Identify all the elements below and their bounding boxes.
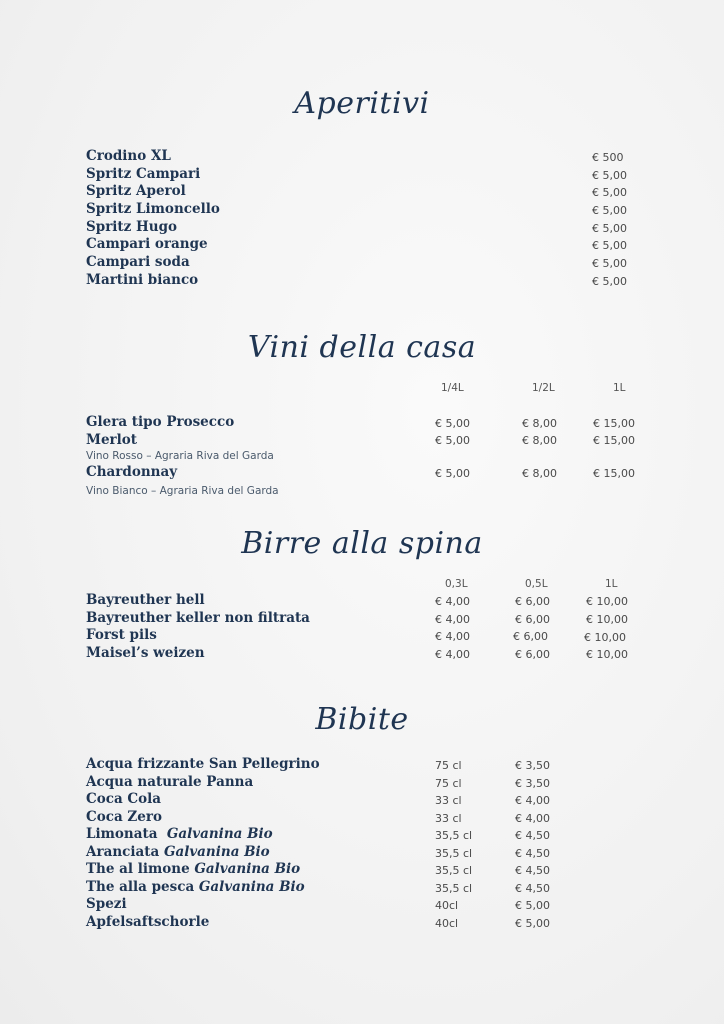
- menu-item-name: Spritz Aperol: [86, 183, 186, 199]
- menu-item-price: € 6,00: [515, 595, 550, 608]
- column-header: 1/2L: [532, 382, 555, 394]
- menu-item-price: € 4,00: [435, 613, 470, 626]
- menu-item-price: € 4,00: [515, 812, 550, 825]
- menu-item-name: Spezi: [86, 896, 127, 912]
- section-title-aperitivi: Aperitivi: [294, 86, 430, 121]
- column-header: 1L: [605, 578, 618, 590]
- menu-item-name: Spritz Campari: [86, 166, 201, 182]
- menu-item-price: € 5,00: [592, 186, 627, 199]
- menu-item-name: The alla pesca Galvanina Bio: [86, 879, 305, 895]
- menu-item-price: € 8,00: [522, 467, 557, 480]
- menu-item-name: Apfelsaftschorle: [86, 914, 210, 930]
- menu-item-price: € 5,00: [592, 204, 627, 217]
- menu-item-description: Vino Rosso – Agraria Riva del Garda: [86, 450, 274, 462]
- menu-item-price: € 6,00: [515, 648, 550, 661]
- menu-item-price: € 5,00: [592, 222, 627, 235]
- menu-item-name: Maisel’s weizen: [86, 645, 205, 661]
- section-title-bibite: Bibite: [315, 702, 409, 737]
- menu-item-name: Coca Zero: [86, 809, 162, 825]
- menu-item-price: € 5,00: [515, 917, 550, 930]
- menu-item-price: € 5,00: [435, 417, 470, 430]
- menu-item-price: € 4,50: [515, 882, 550, 895]
- menu-item-price: € 4,50: [515, 847, 550, 860]
- menu-item-name: Martini bianco: [86, 272, 199, 288]
- menu-item-price: € 8,00: [522, 434, 557, 447]
- menu-item-name: Acqua naturale Panna: [86, 774, 254, 790]
- menu-item-price: € 500: [592, 151, 624, 164]
- menu-item-name: Aranciata Galvanina Bio: [86, 844, 270, 860]
- menu-item-price: € 4,00: [435, 630, 470, 643]
- menu-item-name: Crodino XL: [86, 148, 171, 164]
- menu-item-price: € 5,00: [592, 257, 627, 270]
- menu-item-price: € 10,00: [586, 613, 628, 626]
- menu-item-price: € 6,00: [513, 630, 548, 643]
- menu-item-price: € 5,00: [592, 275, 627, 288]
- menu-item-name: Chardonnay: [86, 464, 178, 480]
- menu-item-quantity: 35,5 cl: [435, 829, 473, 842]
- menu-item-quantity: 75 cl: [435, 777, 462, 790]
- menu-item-quantity: 35,5 cl: [435, 847, 473, 860]
- menu-item-name: Forst pils: [86, 627, 157, 643]
- menu-item-quantity: 33 cl: [435, 812, 462, 825]
- menu-item-price: € 15,00: [593, 467, 635, 480]
- menu-item-quantity: 35,5 cl: [435, 882, 473, 895]
- column-header: 1/4L: [441, 382, 464, 394]
- menu-item-price: € 10,00: [586, 648, 628, 661]
- brand-name: Galvanina Bio: [198, 879, 305, 895]
- menu-item-name: Spritz Hugo: [86, 219, 178, 235]
- menu-item-quantity: 40cl: [435, 917, 459, 930]
- menu-item-price: € 5,00: [592, 239, 627, 252]
- menu-item-price: € 15,00: [593, 434, 635, 447]
- menu-item-price: € 8,00: [522, 417, 557, 430]
- menu-item-price: € 6,00: [515, 613, 550, 626]
- menu-item-name: Bayreuther keller non filtrata: [86, 610, 310, 626]
- menu-item-name: Coca Cola: [86, 791, 162, 807]
- menu-item-price: € 10,00: [584, 631, 626, 644]
- brand-name: Galvanina Bio: [163, 844, 270, 860]
- menu-item-name: The al limone Galvanina Bio: [86, 861, 301, 877]
- menu-item-name: Glera tipo Prosecco: [86, 414, 235, 430]
- menu-item-name: Campari soda: [86, 254, 190, 270]
- column-header: 0,3L: [445, 578, 468, 590]
- menu-item-quantity: 35,5 cl: [435, 864, 473, 877]
- menu-item-price: € 5,00: [515, 899, 550, 912]
- brand-name: Galvanina Bio: [194, 861, 301, 877]
- menu-item-price: € 4,00: [435, 595, 470, 608]
- menu-item-price: € 5,00: [435, 434, 470, 447]
- column-header: 0,5L: [525, 578, 548, 590]
- menu-item-price: € 10,00: [586, 595, 628, 608]
- menu-item-price: € 5,00: [592, 169, 627, 182]
- menu-item-quantity: 40cl: [435, 899, 459, 912]
- menu-item-price: € 4,00: [435, 648, 470, 661]
- menu-item-name: Bayreuther hell: [86, 592, 205, 608]
- menu-item-name: Merlot: [86, 432, 138, 448]
- menu-item-price: € 4,50: [515, 829, 550, 842]
- menu-item-name: Campari orange: [86, 236, 208, 252]
- menu-item-price: € 5,00: [435, 467, 470, 480]
- brand-name: Galvanina Bio: [166, 826, 273, 842]
- column-header: 1L: [613, 382, 626, 394]
- menu-item-quantity: 33 cl: [435, 794, 462, 807]
- section-title-birre: Birre alla spina: [241, 526, 483, 561]
- menu-item-quantity: 75 cl: [435, 759, 462, 772]
- menu-item-name: Acqua frizzante San Pellegrino: [86, 756, 320, 772]
- menu-item-price: € 3,50: [515, 777, 550, 790]
- menu-item-name: Limonata Galvanina Bio: [86, 826, 273, 842]
- section-title-vini: Vini della casa: [247, 330, 477, 365]
- menu-item-name: Spritz Limoncello: [86, 201, 220, 217]
- menu-item-price: € 4,00: [515, 794, 550, 807]
- menu-item-description: Vino Bianco – Agraria Riva del Garda: [86, 485, 279, 497]
- menu-item-price: € 15,00: [593, 417, 635, 430]
- menu-item-price: € 4,50: [515, 864, 550, 877]
- menu-item-price: € 3,50: [515, 759, 550, 772]
